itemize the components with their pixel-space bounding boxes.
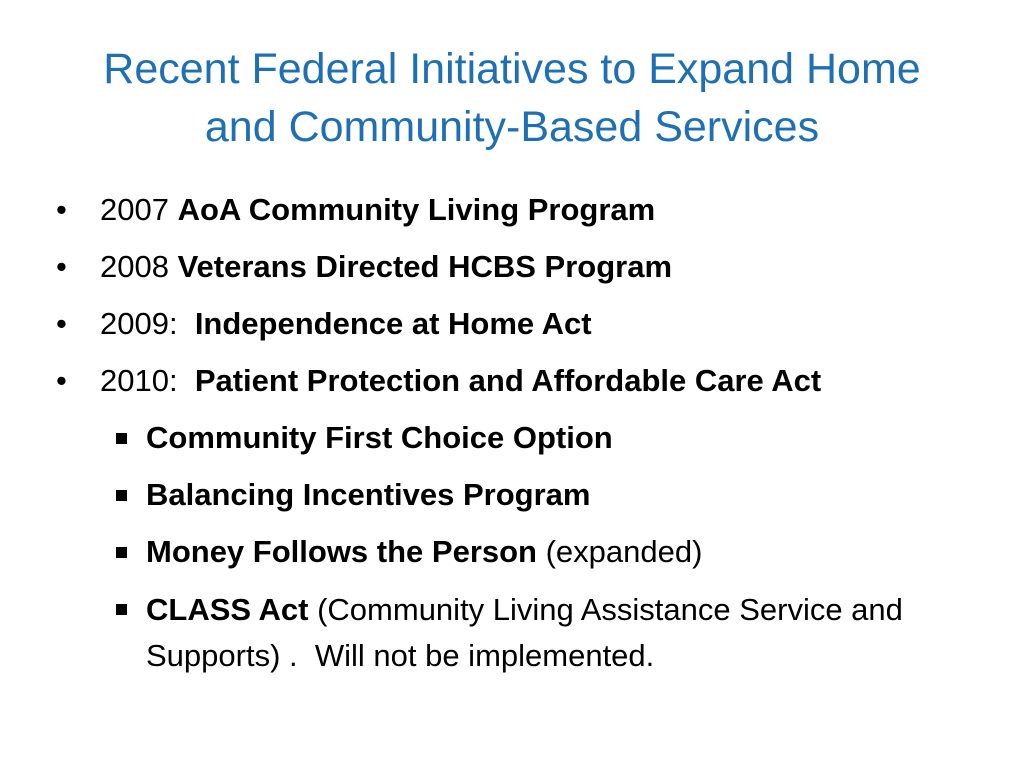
bullet-program: Patient Protection and Affordable Care Act bbox=[194, 363, 822, 398]
bullet-item-2009 bbox=[56, 302, 956, 346]
sub-bullet-item-community-first bbox=[56, 416, 956, 460]
bullet-program: Independence at Home Act bbox=[194, 306, 592, 341]
sub-bullet-item-balancing-incentives bbox=[56, 473, 956, 517]
bullet-year: 2007 bbox=[100, 192, 178, 227]
sub-bullet-item-class-act bbox=[56, 587, 956, 679]
sub-bullet-program: Community First Choice Option bbox=[146, 420, 613, 455]
bullet-item-2007 bbox=[56, 188, 956, 232]
bullet-list bbox=[56, 188, 956, 692]
sub-bullet-note: (expanded) bbox=[537, 534, 703, 569]
title-line-1: Recent Federal Initiatives to Expand Home bbox=[103, 45, 921, 93]
sub-bullet-program: Balancing Incentives Program bbox=[146, 477, 591, 512]
sub-bullet-program: CLASS Act bbox=[146, 592, 309, 627]
round-bullet-icon: • bbox=[56, 249, 67, 284]
round-bullet-icon: • bbox=[56, 363, 67, 398]
bullet-year: 2008 bbox=[100, 249, 178, 284]
square-bullet-icon bbox=[116, 547, 127, 558]
sub-bullet-list bbox=[56, 416, 956, 679]
bullet-program: Veterans Directed HCBS Program bbox=[177, 249, 673, 284]
round-bullet-icon: • bbox=[56, 306, 67, 341]
sub-bullet-group bbox=[56, 416, 956, 679]
slide-title bbox=[40, 40, 984, 156]
sub-bullet-program: Money Follows the Person bbox=[146, 534, 537, 569]
round-bullet-icon: • bbox=[56, 192, 67, 227]
sub-bullet-note: (Community Living Assistance Service and Supports) . Will not be implemented. bbox=[146, 592, 912, 673]
bullet-program: AoA Community Living Program bbox=[177, 192, 656, 227]
sub-bullet-item-money-follows bbox=[56, 530, 956, 574]
title-line-2: and Community-Based Services bbox=[204, 103, 820, 151]
bullet-item-2008 bbox=[56, 245, 956, 289]
bullet-year: 2009: bbox=[100, 306, 195, 341]
square-bullet-icon bbox=[116, 433, 127, 444]
bullet-year: 2010: bbox=[100, 363, 195, 398]
bullet-item-2010 bbox=[56, 359, 956, 403]
square-bullet-icon bbox=[116, 490, 127, 501]
square-bullet-icon bbox=[116, 604, 127, 615]
